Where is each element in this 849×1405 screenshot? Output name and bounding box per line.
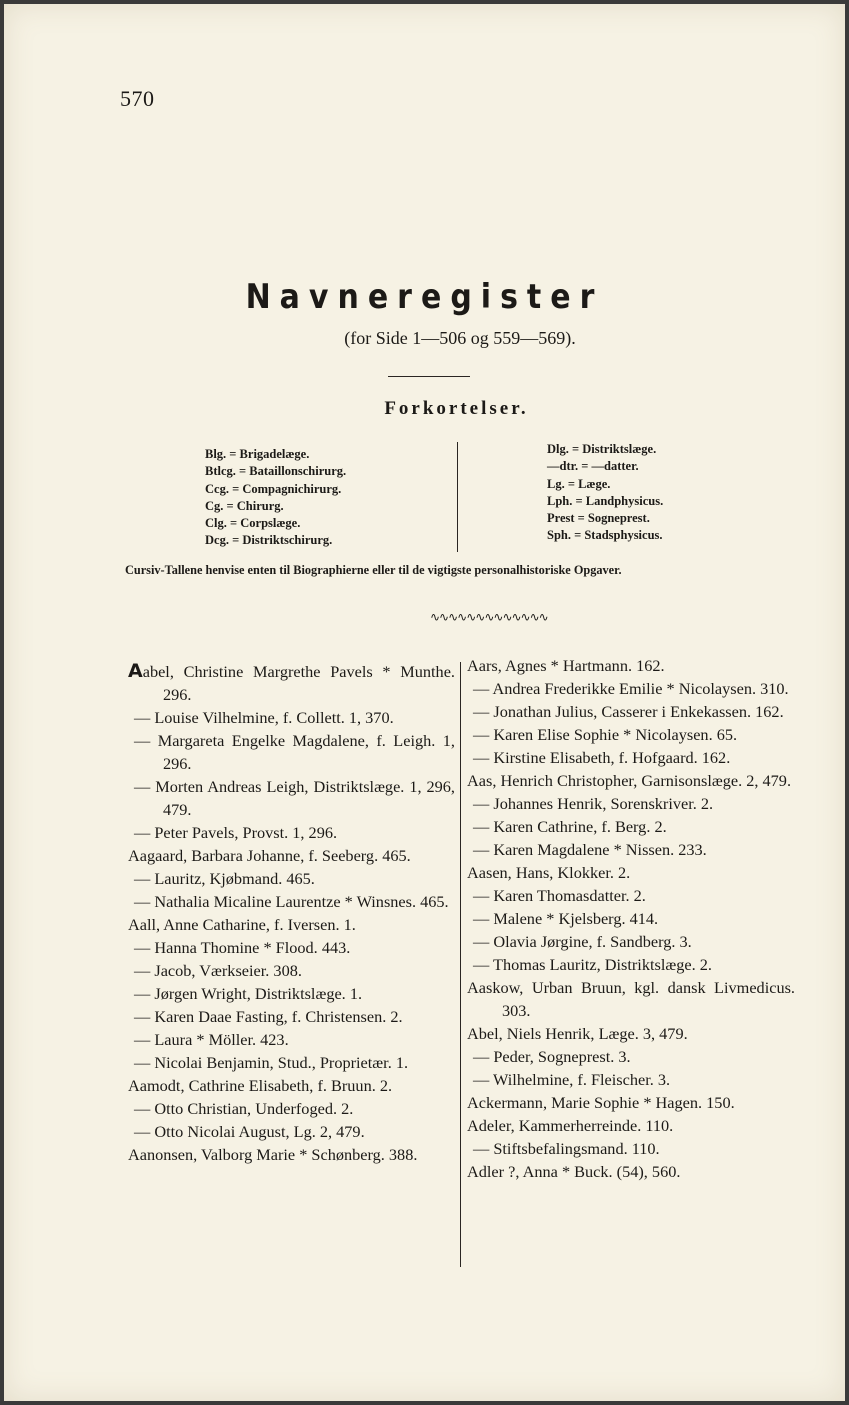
index-entry: — Jørgen Wright, Distriktslæge. 1. bbox=[134, 984, 363, 1003]
index-column-right bbox=[467, 654, 795, 1183]
index-entry: — Jonathan Julius, Casserer i Enkekassen. 162. bbox=[473, 702, 784, 721]
index-entry: — Olavia Jørgine, f. Sandberg. 3. bbox=[473, 932, 692, 951]
index-entry: Aabel, Christine Margrethe Pavels * Munthe. 296. bbox=[128, 660, 455, 704]
abbreviation-item: Lg. = Læge. bbox=[547, 476, 611, 491]
abbreviation-item: Blg. = Brigadelæge. bbox=[205, 447, 310, 461]
abbreviations-right-list bbox=[547, 441, 787, 545]
index-entry: — Morten Andreas Leigh, Distriktslæge. 1, 296, 479. bbox=[134, 777, 455, 819]
index-entry: — Thomas Lauritz, Distriktslæge. 2. bbox=[473, 955, 712, 974]
abbreviation-item: Lph. = Landphysicus. bbox=[547, 493, 664, 508]
abbreviation-item: Sph. = Stadsphysicus. bbox=[547, 528, 663, 543]
title-rule bbox=[388, 376, 470, 377]
abbreviations-heading: Forkortelser. bbox=[384, 398, 529, 419]
index-entry: Aaskow, Urban Bruun, kgl. dansk Livmedicus. 303. bbox=[467, 978, 795, 1020]
index-entry: — Lauritz, Kjøbmand. 465. bbox=[134, 869, 315, 888]
index-entry: — Karen Cathrine, f. Berg. 2. bbox=[473, 817, 667, 836]
index-entry: Adler ?, Anna * Buck. (54), 560. bbox=[467, 1162, 681, 1181]
index-entry: — Karen Thomasdatter. 2. bbox=[473, 886, 646, 905]
index-entry: Aanonsen, Valborg Marie * Schønberg. 388. bbox=[128, 1145, 418, 1164]
abbreviations-divider bbox=[457, 442, 458, 552]
index-entry: — Hanna Thomine * Flood. 443. bbox=[134, 938, 351, 957]
abbreviations-left-list bbox=[205, 446, 445, 550]
index-entry: Aamodt, Cathrine Elisabeth, f. Bruun. 2. bbox=[128, 1076, 393, 1095]
index-entry: Aasen, Hans, Klokker. 2. bbox=[467, 863, 631, 882]
index-entry: Adeler, Kammerherreinde. 110. bbox=[467, 1116, 674, 1135]
index-entry: — Nicolai Benjamin, Stud., Proprietær. 1. bbox=[134, 1053, 409, 1072]
page-title: Navneregister bbox=[245, 277, 604, 318]
abbreviation-item: Btlcg. = Bataillonschirurg. bbox=[205, 464, 347, 479]
abbreviation-item: —dtr. = —datter. bbox=[547, 459, 639, 474]
index-entry: Ackermann, Marie Sophie * Hagen. 150. bbox=[467, 1093, 735, 1112]
index-entry: — Nathalia Micaline Laurentze * Winsnes. 465. bbox=[134, 892, 449, 911]
index-entry: — Kirstine Elisabeth, f. Hofgaard. 162. bbox=[473, 748, 731, 767]
index-entry: — Karen Elise Sophie * Nicolaysen. 65. bbox=[473, 725, 738, 744]
index-entry: — Louise Vilhelmine, f. Collett. 1, 370. bbox=[134, 708, 394, 727]
abbreviation-item: Clg. = Corpslæge. bbox=[205, 516, 301, 531]
abbreviation-item: Dcg. = Distriktschirurg. bbox=[205, 533, 333, 548]
index-entry: — Johannes Henrik, Sorenskriver. 2. bbox=[473, 794, 714, 813]
index-entry: — Karen Magdalene * Nissen. 233. bbox=[473, 840, 707, 859]
index-entry: Aagaard, Barbara Johanne, f. Seeberg. 465. bbox=[128, 846, 411, 865]
index-column-left bbox=[128, 660, 455, 1166]
index-entry: Abel, Niels Henrik, Læge. 3, 479. bbox=[467, 1024, 688, 1043]
page-number: 570 bbox=[120, 86, 155, 111]
index-entry: — Wilhelmine, f. Fleischer. 3. bbox=[473, 1070, 671, 1089]
index-entry: — Malene * Kjelsberg. 414. bbox=[473, 909, 659, 928]
abbreviation-item: Cg. = Chirurg. bbox=[205, 498, 284, 513]
index-entry: Aas, Henrich Christopher, Garnisonslæge. 2, 479. bbox=[467, 771, 792, 790]
index-entry: — Jacob, Værkseier. 308. bbox=[134, 961, 302, 980]
index-entry: — Laura * Möller. 423. bbox=[134, 1030, 289, 1049]
index-entry: — Andrea Frederikke Emilie * Nicolaysen. 310. bbox=[473, 679, 789, 698]
index-entry: — Peder, Sogneprest. 3. bbox=[473, 1047, 631, 1066]
abbreviation-item: Dlg. = Distriktslæge. bbox=[547, 442, 657, 456]
abbreviation-item: Prest = Sogneprest. bbox=[547, 511, 650, 526]
index-entry: Aall, Anne Catharine, f. Iversen. 1. bbox=[128, 915, 356, 934]
index-entry: — Stiftsbefalingsmand. 110. bbox=[473, 1139, 660, 1158]
ornament-divider: ∿∿∿∿∿∿∿∿∿∿∿∿∿ bbox=[430, 610, 548, 624]
index-entry: — Peter Pavels, Provst. 1, 296. bbox=[134, 823, 338, 842]
page-subtitle: (for Side 1—506 og 559—569). bbox=[344, 328, 576, 348]
index-entry: — Otto Christian, Underfoged. 2. bbox=[134, 1099, 354, 1118]
index-entry: — Margareta Engelke Magdalene, f. Leigh. 1, 296. bbox=[134, 731, 455, 773]
index-entry: Aars, Agnes * Hartmann. 162. bbox=[467, 656, 665, 675]
abbreviation-item: Ccg. = Compagnichirurg. bbox=[205, 481, 342, 496]
italic-numbers-note: Cursiv-Tallene henvise enten til Biographierne eller til de vigtigste personalhistoriske Opgaver. bbox=[125, 563, 622, 577]
index-entry: — Karen Daae Fasting, f. Christensen. 2. bbox=[134, 1007, 403, 1026]
index-entry: — Otto Nicolai August, Lg. 2, 479. bbox=[134, 1122, 365, 1141]
column-divider bbox=[460, 662, 461, 1267]
